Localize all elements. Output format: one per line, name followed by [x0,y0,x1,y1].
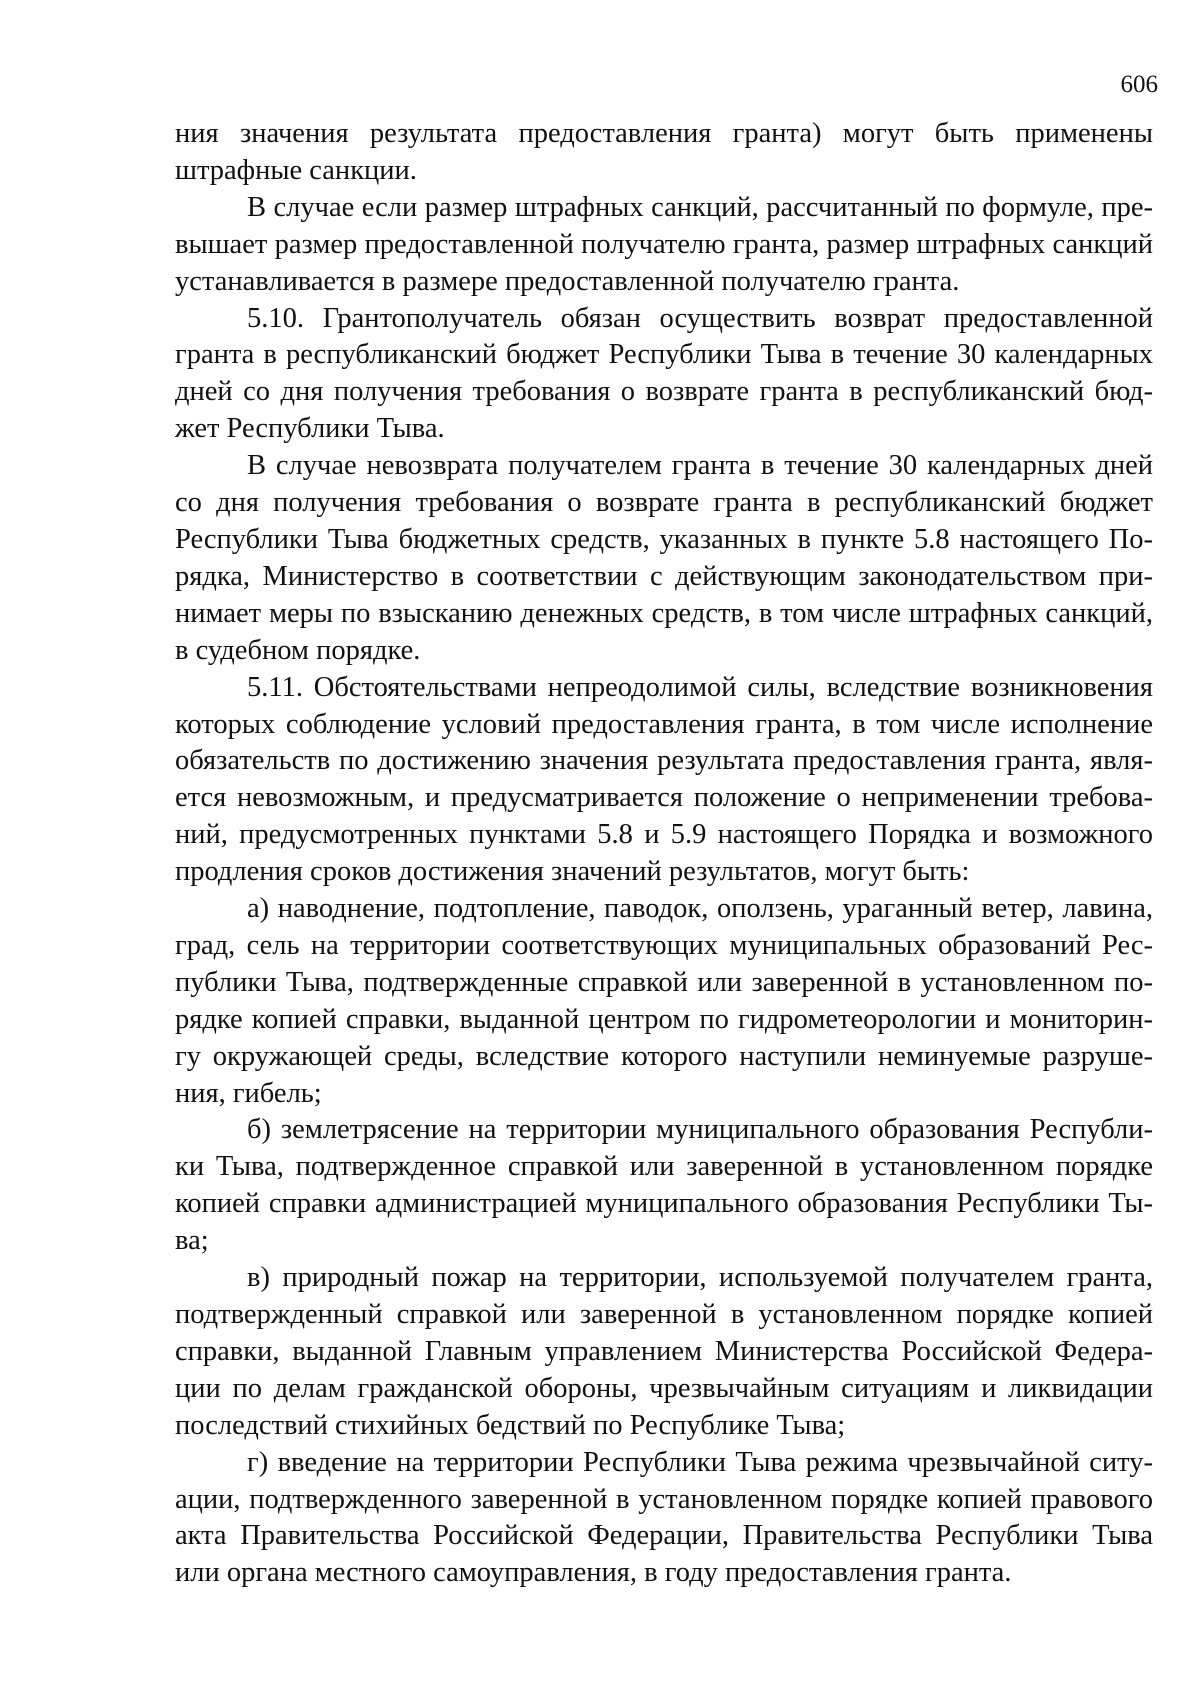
text-line: В случае невозврата получателем гранта в течение 30 календарных дней [247,450,1153,482]
text-line: гранта в республиканский бюджет Республики Тыва в течение 30 календарных [175,339,1153,371]
text-line: публики Тыва, подтвержденные справкой или заверенной в установленном по- [175,966,1153,998]
text-line: копией справки администрацией муниципального образования Республики Ты- [175,1188,1153,1220]
paragraph-penalty-cap [175,190,1153,301]
text-line: 5.10. Грантополучатель обязан осуществить возврат предоставленной [247,302,1153,334]
text-line: акта Правительства Российской Федерации, Правительства Республики Тыва [175,1520,1153,1552]
text-line: жет Республики Тыва. [175,413,445,445]
body-text [175,116,1153,1592]
text-line: град, сель на территории соответствующих муниципальных образований Рес- [175,929,1153,961]
text-line: устанавливается в размере предоставленной получателю гранта. [175,265,960,297]
text-line: подтвержденный справкой или заверенной в установленном порядке копией [175,1299,1153,1330]
paragraph-5-11 [175,670,1153,891]
text-line: последствий стихийных бедствий по Республике Тыва; [175,1409,846,1441]
text-line: штрафные санкции. [175,154,417,186]
text-line: рядка, Министерство в соответствии с действующим законодательством при- [175,560,1153,592]
text-line: б) землетрясение на территории муниципального образования Республи- [247,1114,1153,1146]
text-line: ации, подтвержденного заверенной в установленном порядке копией правового [175,1483,1153,1515]
text-line: ва; [175,1225,209,1257]
text-line: ния, гибель; [175,1077,322,1109]
text-line: ний, предусмотренных пунктами 5.8 и 5.9 настоящего Порядка и возможного [175,819,1153,851]
text-line: справки, выданной Главным управлением Министерства Российской Федера- [175,1335,1153,1367]
paragraph-penalty-continuation [175,116,1153,190]
list-item-a [175,891,1153,1112]
text-line: или органа местного самоуправления, в году предоставления гранта. [175,1557,1012,1589]
list-item-b [175,1112,1153,1260]
text-line: со дня получения требования о возврате гранта в республиканский бюджет [175,487,1153,519]
text-line: ния значения результата предоставления гранта) могут быть применены [175,118,1153,149]
text-line: которых соблюдение условий предоставления гранта, в том числе исполнение [175,708,1153,740]
text-line: 5.11. Обстоятельствами непреодолимой силы, вследствие возникновения [247,671,1153,703]
text-line: в) природный пожар на территории, используемой получателем гранта, [247,1262,1153,1294]
text-line: рядке копией справки, выданной центром по гидрометеорологии и мониторин- [175,1003,1153,1035]
text-line: ется невозможным, и предусматривается положение о неприменении требова- [175,782,1153,814]
page-number: 606 [1120,71,1158,98]
text-line: вышает размер предоставленной получателю гранта, размер штрафных санкций [175,228,1153,260]
text-line: г) введение на территории Республики Тыва режима чрезвычайной ситу- [247,1446,1153,1478]
paragraph-non-return [175,448,1153,669]
text-line: В случае если размер штрафных санкций, рассчитанный по формуле, пре- [247,191,1153,223]
paragraph-5-10 [175,301,1153,449]
text-line: Республики Тыва бюджетных средств, указанных в пункте 5.8 настоящего По- [175,523,1153,555]
text-line: в судебном порядке. [175,634,421,666]
text-line: ки Тыва, подтвержденное справкой или заверенной в установленном порядке [175,1151,1153,1183]
list-item-g [175,1445,1153,1593]
text-line: нимает меры по взысканию денежных средств, в том числе штрафных санкций, [175,597,1153,629]
text-line: гу окружающей среды, вследствие которого наступили неминуемые разруше- [175,1040,1153,1072]
text-line: ции по делам гражданской обороны, чрезвычайным ситуациям и ликвидации [175,1372,1153,1404]
text-line: обязательств по достижению значения результата предоставления гранта, явля- [175,745,1153,777]
text-line: дней со дня получения требования о возврате гранта в республиканский бюд- [175,376,1153,408]
list-item-v [175,1260,1153,1445]
text-line: а) наводнение, подтопление, паводок, оползень, ураганный ветер, лавина, [247,893,1153,925]
text-line: продления сроков достижения значений результатов, могут быть: [175,856,970,888]
